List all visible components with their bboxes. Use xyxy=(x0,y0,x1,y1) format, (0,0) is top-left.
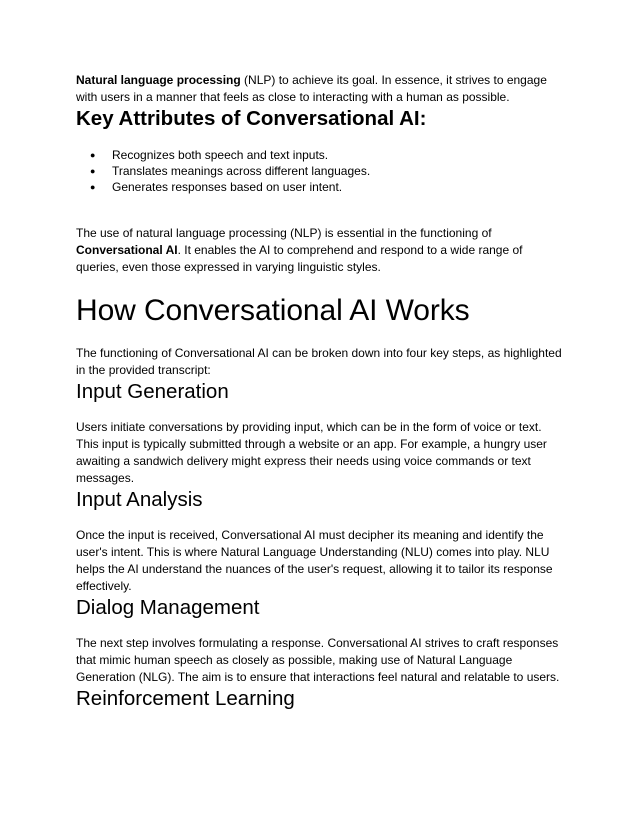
list-item-text: Recognizes both speech and text inputs. xyxy=(112,148,329,162)
how-it-works-intro: The functioning of Conversational AI can be broken down into four key steps, as highlighted in the provided transcript: xyxy=(76,346,562,377)
section-text-input-analysis: Once the input is received, Conversational AI must decipher its meaning and identify the user's intent. This is where Natural Language Understanding (NLU) comes into play. NLU helps the AI understand the nuances of the user's request, allowing it to tailor its response effectively. xyxy=(76,528,553,593)
section-text-dialog-management: The next step involves formulating a response. Conversational AI strives to craft responses that mimic human speech as closely as possible, making use of Natural Language Generation (NLG). The aim is to ensure that interactions feel natural and relatable to users. xyxy=(76,636,560,684)
section-heading-input-analysis: Input Analysis xyxy=(76,488,203,511)
list-item-text: Translates meanings across different languages. xyxy=(112,164,371,178)
section-heading-dialog-management: Dialog Management xyxy=(76,596,260,619)
key-attributes-list xyxy=(76,147,566,195)
nlp-bold-term: Conversational AI xyxy=(76,243,178,257)
bullet-icon: ● xyxy=(90,166,96,176)
nlp-text-after: . It enables the AI to comprehend and respond to a wide range of queries, even those expressed in varying linguistic styles. xyxy=(76,243,523,274)
intro-text: (NLP) to achieve its goal. In essence, it strives to engage with users in a manner that feels as close to interacting with a human as possible. xyxy=(76,73,547,104)
section-text-input-generation: Users initiate conversations by providing input, which can be in the form of voice or text. This input is typically submitted through a website or an app. For example, a hungry user awaiting a sandwich delivery might express their needs using voice commands or text messages. xyxy=(76,420,547,485)
intro-paragraph xyxy=(76,72,566,106)
document-page xyxy=(76,72,566,712)
list-item-text: Generates responses based on user intent. xyxy=(112,180,343,194)
section-heading-input-generation: Input Generation xyxy=(76,380,229,403)
nlp-paragraph xyxy=(76,225,566,276)
list-item xyxy=(76,163,566,179)
section-heading-reinforcement-learning: Reinforcement Learning xyxy=(76,687,295,710)
bullet-icon: ● xyxy=(90,182,96,192)
key-attributes-heading: Key Attributes of Conversational AI: xyxy=(76,107,427,130)
how-it-works-title: How Conversational AI Works xyxy=(76,294,470,327)
intro-bold-term: Natural language processing xyxy=(76,73,241,87)
list-item xyxy=(76,179,566,195)
bullet-icon: ● xyxy=(90,150,96,160)
nlp-text-before: The use of natural language processing (NLP) is essential in the functioning of xyxy=(76,226,492,240)
list-item xyxy=(76,147,566,163)
